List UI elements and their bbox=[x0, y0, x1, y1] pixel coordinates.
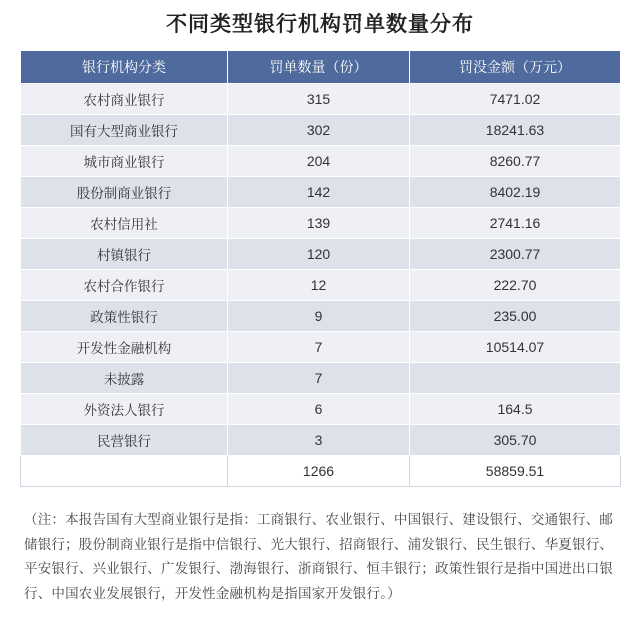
fine-amount-cell: 164.5 bbox=[410, 394, 621, 425]
fine-amount-cell: 222.70 bbox=[410, 270, 621, 301]
fine-count-cell: 139 bbox=[228, 208, 410, 239]
table-header-row bbox=[21, 51, 621, 84]
table-row bbox=[21, 146, 621, 177]
total-count-cell: 1266 bbox=[228, 456, 410, 487]
fine-count-cell: 204 bbox=[228, 146, 410, 177]
bank-type-cell: 股份制商业银行 bbox=[21, 177, 228, 208]
bank-type-cell: 村镇银行 bbox=[21, 239, 228, 270]
table-row bbox=[21, 239, 621, 270]
fine-amount-cell: 2300.77 bbox=[410, 239, 621, 270]
bank-type-cell: 国有大型商业银行 bbox=[21, 115, 228, 146]
total-row bbox=[21, 456, 621, 487]
column-header-amount: 罚没金额（万元） bbox=[410, 51, 621, 84]
bank-type-cell: 开发性金融机构 bbox=[21, 332, 228, 363]
fine-count-cell: 142 bbox=[228, 177, 410, 208]
column-header-count: 罚单数量（份） bbox=[228, 51, 410, 84]
column-header-type: 银行机构分类 bbox=[21, 51, 228, 84]
fine-count-cell: 120 bbox=[228, 239, 410, 270]
bank-type-cell: 农村商业银行 bbox=[21, 84, 228, 115]
bank-type-cell: 农村合作银行 bbox=[21, 270, 228, 301]
fine-count-cell: 9 bbox=[228, 301, 410, 332]
bank-type-cell: 政策性银行 bbox=[21, 301, 228, 332]
fine-count-cell: 3 bbox=[228, 425, 410, 456]
table-row bbox=[21, 363, 621, 394]
table-row bbox=[21, 84, 621, 115]
bank-type-cell: 城市商业银行 bbox=[21, 146, 228, 177]
table-row bbox=[21, 177, 621, 208]
fine-count-cell: 6 bbox=[228, 394, 410, 425]
table-row bbox=[21, 270, 621, 301]
table-row bbox=[21, 332, 621, 363]
fine-amount-cell: 10514.07 bbox=[410, 332, 621, 363]
table-row bbox=[21, 425, 621, 456]
fine-count-cell: 7 bbox=[228, 363, 410, 394]
fine-amount-cell: 7471.02 bbox=[410, 84, 621, 115]
table-row bbox=[21, 208, 621, 239]
fines-table bbox=[20, 50, 621, 487]
fine-amount-cell: 305.70 bbox=[410, 425, 621, 456]
fine-amount-cell: 18241.63 bbox=[410, 115, 621, 146]
fine-amount-cell: 235.00 bbox=[410, 301, 621, 332]
page-title: 不同类型银行机构罚单数量分布 bbox=[166, 12, 474, 36]
fine-amount-cell: 8402.19 bbox=[410, 177, 621, 208]
table-row bbox=[21, 394, 621, 425]
fine-count-cell: 315 bbox=[228, 84, 410, 115]
table-row bbox=[21, 301, 621, 332]
fine-count-cell: 12 bbox=[228, 270, 410, 301]
footnote: （注：本报告国有大型商业银行是指：工商银行、农业银行、中国银行、建设银行、交通银行、邮储银行；股份制商业银行是指中信银行、光大银行、招商银行、浦发银行、民生银行、华夏银行、平安银行、兴业银行、广发银行、渤海银行、浙商银行、恒丰银行；政策性银行是指中国进出口银行、中国农业发展银行，开发性金融机构是指国家开发银行。） bbox=[24, 512, 614, 602]
total-amount-cell: 58859.51 bbox=[410, 456, 621, 487]
fine-count-cell: 7 bbox=[228, 332, 410, 363]
bank-type-cell: 民营银行 bbox=[21, 425, 228, 456]
fine-amount-cell: 8260.77 bbox=[410, 146, 621, 177]
fine-count-cell: 302 bbox=[228, 115, 410, 146]
bank-type-cell: 未披露 bbox=[21, 363, 228, 394]
fine-amount-cell: 2741.16 bbox=[410, 208, 621, 239]
total-label-cell bbox=[21, 456, 228, 487]
bank-type-cell: 农村信用社 bbox=[21, 208, 228, 239]
table-row bbox=[21, 115, 621, 146]
bank-type-cell: 外资法人银行 bbox=[21, 394, 228, 425]
fine-amount-cell bbox=[410, 363, 621, 394]
